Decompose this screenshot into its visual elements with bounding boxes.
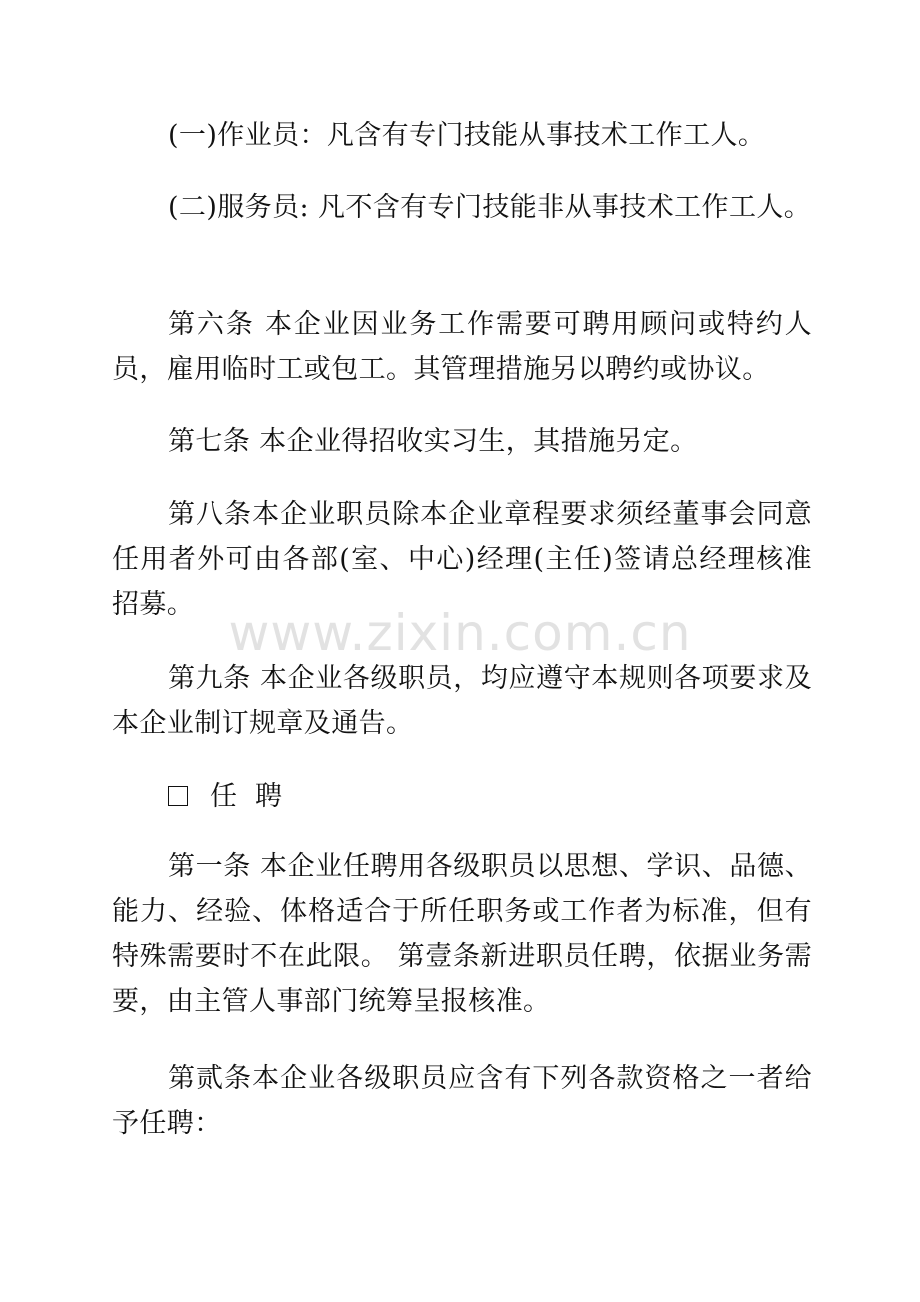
article-1-paragraph: 第一条 本企业任聘用各级职员以思想、学识、品德、能力、经验、体格适合于所任职务或工作者为标准，但有特殊需要时不在此限。 第壹条新进职员任聘，依据业务需要，由主管人事部门统筹呈报核准。 bbox=[112, 851, 812, 1017]
watermark: www.zixin.com.cn bbox=[228, 604, 692, 662]
checkbox-square-icon bbox=[168, 786, 188, 806]
article-8-paragraph: 第八条本企业职员除本企业章程要求须经董事会同意任用者外可由各部(室、中心)经理(主任)签请总经理核准招募。 bbox=[112, 499, 812, 620]
section-title: 任聘 bbox=[210, 781, 300, 812]
worker-category-line-1: (一)作业员：凡含有专门技能从事技术工作工人。 bbox=[168, 120, 766, 151]
article-2-paragraph: 第贰条本企业各级职员应含有下列各款资格之一者给予任聘： bbox=[112, 1063, 812, 1139]
article-6-paragraph: 第六条 本企业因业务工作需要可聘用顾问或特约人员，雇用临时工或包工。其管理措施另以聘约或协议。 bbox=[112, 309, 812, 385]
section-heading bbox=[168, 774, 300, 819]
article-7-paragraph: 第七条 本企业得招收实习生，其措施另定。 bbox=[168, 426, 698, 457]
article-9-paragraph: 第九条 本企业各级职员，均应遵守本规则各项要求及本企业制订规章及通告。 bbox=[112, 663, 812, 739]
worker-category-line-2: (二)服务员: 凡不含有专门技能非从事技术工作工人。 bbox=[168, 192, 812, 223]
